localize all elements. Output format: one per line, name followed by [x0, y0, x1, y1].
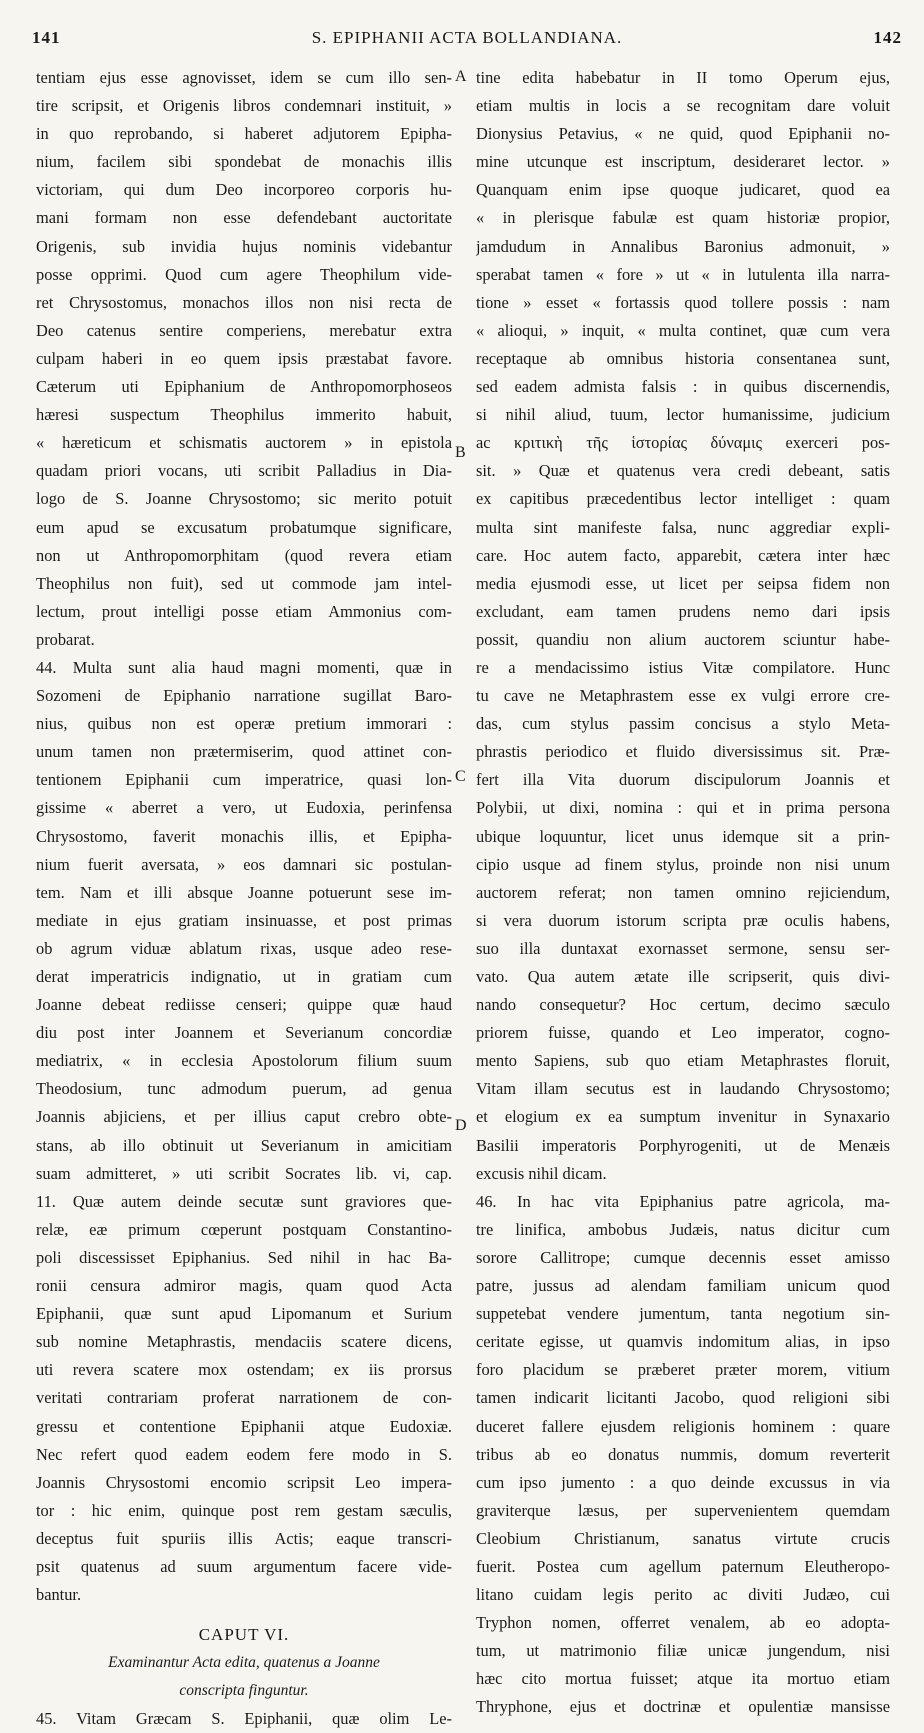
text-line: si nihil aliud, tuum, lector humanissime, judicium	[476, 405, 890, 425]
text-line: mento Sapiens, sub quo etiam Metaphrastes floruit,	[476, 1051, 890, 1071]
text-line: re a mendacissimo istius Vitæ compilatore. Hunc	[476, 657, 890, 677]
section-marker-b: B	[455, 444, 466, 461]
text-line: foro placidum se præberet præter morem, vitium	[476, 1360, 890, 1380]
text-line: fert illa Vita duorum discipulorum Joannis et	[476, 770, 890, 790]
text-line: Epiphanii, quæ sunt apud Lipomanum et Surium	[36, 1304, 452, 1324]
text-line: si vera duorum istorum scripta præ oculis habens,	[476, 910, 890, 930]
text-line: Nec refert quod eadem eodem fere modo in S.	[36, 1444, 452, 1464]
text-line: graviterque læsus, per supervenientem quemdam	[476, 1500, 890, 1520]
text-line: sub nomine Metaphrastis, mendaciis scatere dicens,	[36, 1332, 452, 1352]
text-line: Chrysostomo, faverit monachis illis, et Epipha-	[36, 826, 452, 846]
text-line: stans, ab illo obtinuit ut Severianum in amicitiam	[36, 1135, 452, 1155]
text-line: Vitam illam secutus est in laudando Chrysostomo;	[476, 1079, 890, 1099]
text-line: non ut Anthropomorphitam (quod revera etiam	[36, 545, 452, 565]
text-line: hæresi suspectum Theophilus immerito habuit,	[36, 405, 452, 425]
page-number-left: 141	[32, 28, 61, 47]
right-column-text	[476, 64, 890, 1722]
text-line: tentiam ejus esse agnovisset, idem se cum illo sen-	[36, 68, 452, 87]
text-line: possit, quandiu non alium auctorem sciuntur habe-	[476, 629, 890, 649]
section-marker-a: A	[455, 68, 467, 85]
text-line: tre linifica, ambobus Judæis, natus dicitur cum	[476, 1219, 890, 1239]
text-line: cipio usque ad finem stylus, proinde non nisi unum	[476, 854, 890, 874]
text-line: excludant, eam tamen prudens nemo dari ipsis	[476, 601, 890, 621]
section-marker-d: D	[455, 1117, 467, 1134]
text-line: media ejusmodi esse, ut licet per seipsa fidem non	[476, 573, 890, 593]
text-line: poli discessisset Epiphanius. Sed nihil in hac Ba-	[36, 1247, 452, 1267]
text-line: suam admitteret, » uti scribit Socrates lib. vi, cap.	[36, 1163, 452, 1183]
text-line: lectum, prout intelligi posse etiam Ammonius com-	[36, 601, 452, 621]
text-line: mine utcunque est inscriptum, desideraret lector. »	[476, 152, 890, 172]
text-line: Joannis abjiciens, et per illius caput crebro obte-	[36, 1107, 452, 1127]
text-line: unum tamen non prætermiserim, quod attinet con-	[36, 742, 452, 762]
text-line: probarat.	[36, 629, 95, 649]
text-line: auctorem referat; non tamen omnino rejiciendum,	[476, 882, 890, 902]
text-line: posse opprimi. Quod cum agere Theophilum vide-	[36, 264, 452, 284]
text-line: gissime « aberret a vero, ut Eudoxia, perinfensa	[36, 798, 452, 818]
chapter-subtitle-line-2: conscripta finguntur.	[179, 1682, 309, 1700]
text-line: cum ipso jumento : a quo deinde excussus in via	[476, 1472, 890, 1492]
page-header	[32, 28, 902, 50]
text-line: uti revera scatere mox ostendam; ex iis prorsus	[36, 1360, 452, 1380]
text-line: ronii censura admiror magis, quam quod Acta	[36, 1276, 452, 1296]
text-line: ob agrum viduæ ablatum rixas, usque adeo rese-	[36, 938, 452, 958]
text-line: mediate in ejus gratiam insinuasse, et post primas	[36, 910, 452, 930]
left-column	[36, 64, 452, 1733]
text-line: 46. In hac vita Epiphanius patre agricola, ma-	[476, 1191, 890, 1211]
text-line: ex capitibus præcedentibus lector intelliget : quam	[476, 489, 890, 509]
text-line: et elogium ex ea sumptum invenitur in Synaxario	[476, 1107, 890, 1127]
right-column	[476, 64, 890, 1722]
text-line: tione » esset « fortassis quod tollere possis : nam	[476, 292, 890, 312]
text-line: Deo catenus sentire comperiens, merebatur extra	[36, 320, 452, 340]
text-line: litano cuidam legis perito ac diviti Judæo, cui	[476, 1585, 890, 1605]
section-marker-c: C	[455, 768, 466, 785]
text-line: eum apud se excusatum probatumque significare,	[36, 517, 452, 537]
text-line: suo illa duntaxat exornasset sermone, sensu ser-	[476, 938, 890, 958]
text-line: Theophilus non fuit), sed ut commode jam intel-	[36, 573, 452, 593]
left-column-text	[36, 64, 452, 1609]
text-line: Theodosium, tunc admodum puerum, ad genua	[36, 1079, 452, 1099]
text-line: sorore Callitrope; cumque decennis esset amisso	[476, 1247, 890, 1267]
text-line: Tryphon nomen, offerret venalem, ab eo adopta-	[476, 1613, 890, 1633]
text-line: quadam priori vocans, uti scribit Palladius in Dia-	[36, 461, 452, 481]
text-line: tamen indicarit licitanti Jacobo, quod religioni sibi	[476, 1388, 890, 1408]
text-line: Cæterum uti Epiphanium de Anthropomorphoseos	[36, 377, 452, 397]
text-line: sperabat tamen « fore » ut « in lutulenta illa narra-	[476, 264, 890, 284]
text-line: deceptus fuit spuriis illis Actis; eaque transcri-	[36, 1528, 452, 1548]
running-title: S. EPIPHANII ACTA BOLLANDIANA.	[311, 28, 623, 47]
text-line: duceret fallere ejusdem religionis hominem : quare	[476, 1416, 890, 1436]
text-line: jamdudum in Annalibus Baronius admonuit, »	[476, 236, 890, 256]
text-line: Sozomeni de Epiphanio narratione sugillat Baro-	[36, 686, 452, 706]
text-line: sit. » Quæ et quatenus vera credi debeant, satis	[476, 461, 890, 481]
text-line: Origenis, sub invidia hujus nominis videbantur	[36, 236, 452, 256]
text-line: phrastis periodico et fluido diversissimus sit. Præ-	[476, 742, 890, 762]
text-line: das, cum stylus passim concisus a stylo Meta-	[476, 714, 890, 734]
text-line: fuerit. Postea cum agellum paternum Eleutheropo-	[476, 1556, 890, 1576]
text-line: receptaque ab omnibus historia consentanea sunt,	[476, 348, 890, 368]
text-line: tire scripsit, et Origenis libros condemnari instituit, »	[36, 96, 452, 116]
text-line: veritati contrariam proferat narrationem de con-	[36, 1388, 452, 1408]
text-line: tor : hic enim, quinque post rem gestam sæculis,	[36, 1500, 452, 1520]
text-line: Quanquam enim ipse quoque judicaret, quod ea	[476, 180, 890, 200]
text-line: Cleobium Christianum, sanatus virtute crucis	[476, 1528, 890, 1548]
text-line: hæc cito mortua fuisset; atque ita mortuo etiam	[476, 1669, 890, 1689]
text-line: Basilii imperatoris Porphyrogeniti, ut de Menæis	[476, 1135, 890, 1155]
text-line: nium, facilem sibi spondebat de monachis illis	[36, 152, 452, 172]
text-line: tentionem Epiphanii cum imperatrice, quasi lon-	[36, 770, 452, 790]
text-line: tum, ut matrimonio filiæ unicæ jungendum, nisi	[476, 1641, 890, 1661]
text-line: ceritate egisse, ut quamvis indomitum alias, in ipso	[476, 1332, 890, 1352]
text-line: tine edita habebatur in II tomo Operum ejus,	[476, 68, 890, 87]
text-line: ac κριτικὴ τῆς ἱστορίας δύναμις exerceri pos-	[476, 433, 890, 453]
text-line: relæ, eæ primum cœperunt postquam Constantino-	[36, 1219, 452, 1239]
text-line: Polybii, ut dixi, nomina : qui et in prima persona	[476, 798, 890, 818]
text-line: diu post inter Joannem et Severianum concordiæ	[36, 1023, 452, 1043]
text-line: suppetebat vendere jumentum, tanta negotium sin-	[476, 1304, 890, 1324]
text-line: etiam multis in locis a se recognitam dare voluit	[476, 96, 890, 116]
chapter-heading: CAPUT VI.	[198, 1625, 290, 1645]
text-line: gressu et contentione Epiphanii atque Eudoxiæ.	[36, 1416, 452, 1436]
text-line: culpam haberi in eo quem ipsis præstabat favore.	[36, 348, 452, 368]
text-line: Joannis Chrysostomi encomio scripsit Leo impera-	[36, 1472, 452, 1492]
text-line: ubique loquuntur, licet unus idemque sit a prin-	[476, 826, 890, 846]
text-line: multa sint manifeste falsa, nunc aggrediar expli-	[476, 517, 890, 537]
text-line: psit quatenus ad suum argumentum facere vide-	[36, 1556, 452, 1576]
text-line: nium fuerit aversata, » eos damnari sic postulan-	[36, 854, 452, 874]
text-line: bantur.	[36, 1585, 82, 1605]
text-line: nando consequetur? Hoc certum, decimo sæculo	[476, 995, 890, 1015]
text-line: patre, jussus ad alendam familiam unicum quod	[476, 1276, 890, 1296]
text-line: derat imperatricis indignatio, ut in gratiam cum	[36, 967, 452, 986]
text-line: Dionysius Petavius, « ne quid, quod Epiphanii no-	[476, 124, 890, 144]
text-line: tu cave ne Metaphrastem esse ex vulgi errore cre-	[476, 686, 890, 706]
text-line: logo de S. Joanne Chrysostomo; sic merito potuit	[36, 489, 452, 509]
text-line: 44. Multa sunt alia haud magni momenti, quæ in	[36, 657, 452, 677]
text-line: « in plerisque fabulæ est quam historiæ propior,	[476, 208, 890, 228]
text-line: excusis nihil dicam.	[476, 1163, 607, 1183]
text-line: tem. Nam et illi absque Joanne potuerunt sese im-	[36, 882, 452, 902]
text-line: vato. Qua autem ætate ille scripserit, quis divi-	[476, 967, 890, 986]
page-number-right: 142	[873, 28, 902, 47]
text-line: 11. Quæ autem deinde secutæ sunt graviores que-	[36, 1191, 452, 1211]
text-line: in quo reprobando, si haberet adjutorem Epipha-	[36, 124, 452, 144]
text-line: victoriam, qui dum Deo incorporeo corporis hu-	[36, 180, 452, 200]
text-line: « hæreticum et schismatis auctorem » in epistola	[36, 433, 452, 453]
text-line: nius, quibus non est operæ pretium immorari :	[36, 714, 452, 734]
text-line: Joanne debeat rediisse censeri; quippe quæ haud	[36, 995, 452, 1015]
text-line: « alioqui, » inquit, « multa continet, quæ cum vera	[476, 320, 890, 340]
text-line: mediatrix, « in ecclesia Apostolorum filium suum	[36, 1051, 452, 1071]
text-line: tribus ab eo donatus nummis, domum reverterit	[476, 1444, 890, 1464]
text-line: Thryphone, ejus et doctrinæ et opulentiæ mansisse	[476, 1697, 890, 1717]
paragraph-45-start: 45. Vitam Græcam S. Epiphanii, quæ olim Le-	[36, 1709, 452, 1729]
text-line: sed eadem admista falsis : in quibus discernendis,	[476, 377, 890, 397]
text-line: care. Hoc autem facto, apparebit, cætera inter hæc	[476, 545, 890, 565]
text-line: mani formam non esse defendebant auctoritate	[36, 208, 452, 228]
text-line: priorem fuisse, quando et Leo imperator, cogno-	[476, 1023, 890, 1043]
text-line: ret Chrysostomus, monachos illos non nisi recta de	[36, 292, 452, 312]
chapter-subtitle-line-1: Examinantur Acta edita, quatenus a Joanne	[108, 1654, 380, 1672]
